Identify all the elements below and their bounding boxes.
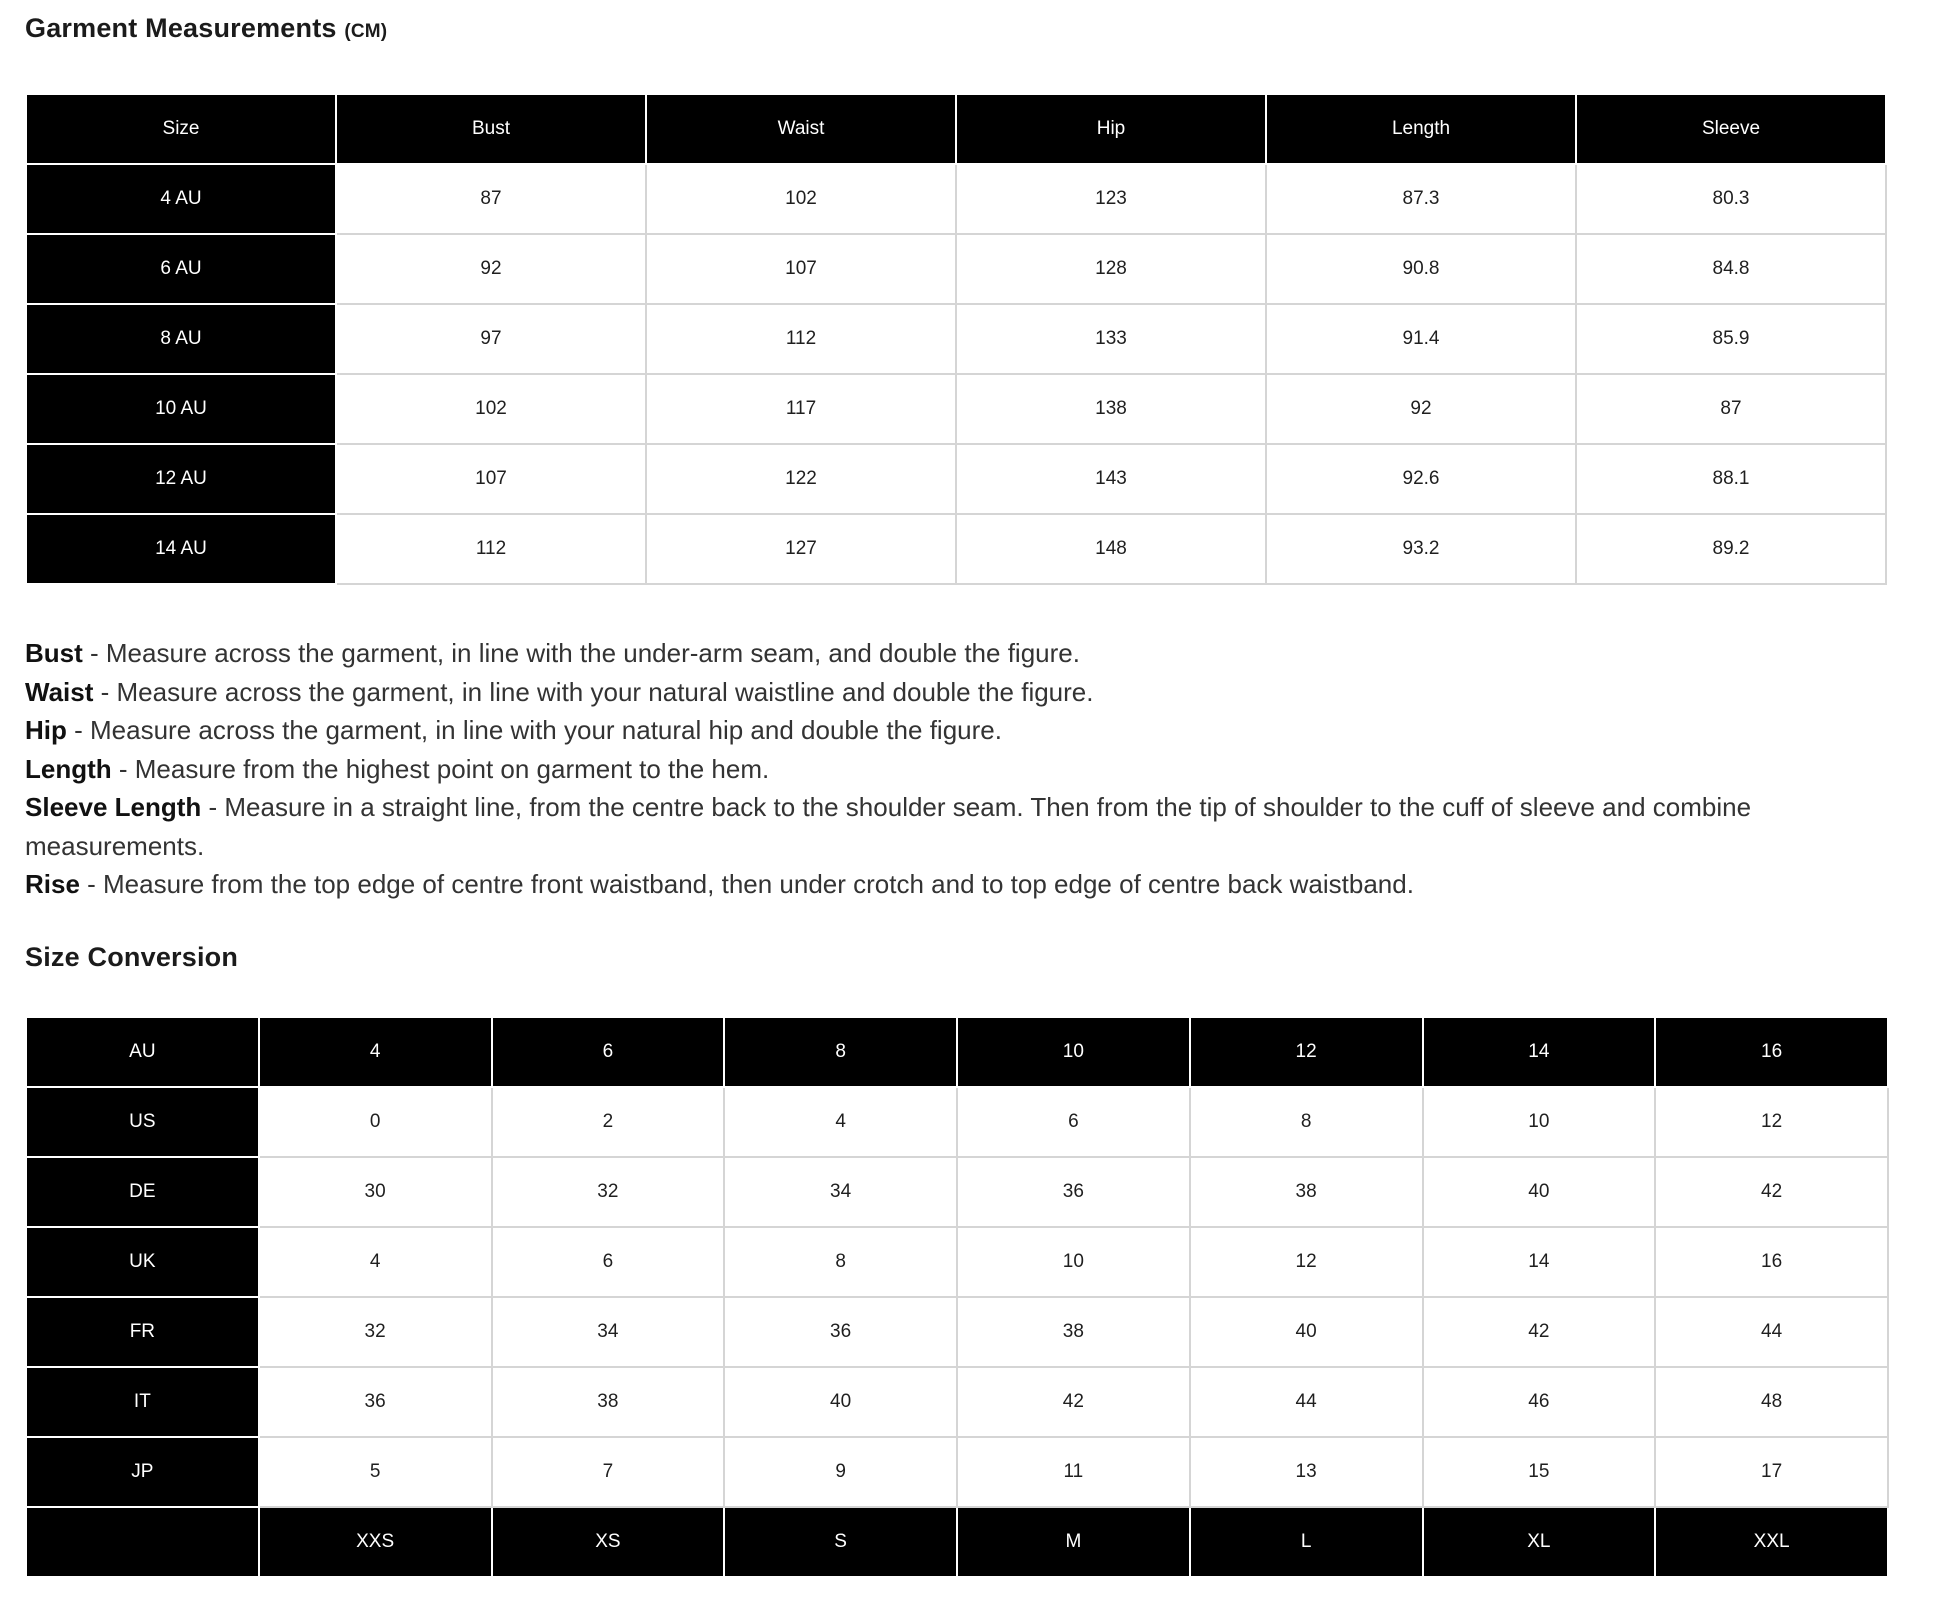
table-cell: 88.1 [1576,444,1886,514]
table-cell: 87.3 [1266,164,1576,234]
conversion-header-cell: 4 [259,1017,492,1087]
table-cell: 107 [336,444,646,514]
table-cell: 4 [724,1087,957,1157]
table-row [26,1157,1888,1227]
table-row [26,164,1886,234]
table-cell: 40 [1190,1297,1423,1367]
letter-size-cell: M [957,1507,1190,1577]
table-cell: 15 [1423,1437,1656,1507]
column-header-length: Length [1266,94,1576,164]
table-cell: 90.8 [1266,234,1576,304]
table-cell: 8 [724,1227,957,1297]
table-cell: 10 [957,1227,1190,1297]
table-cell: 34 [492,1297,725,1367]
conversion-header-cell: 14 [1423,1017,1656,1087]
table-cell: 148 [956,514,1266,584]
table-cell: 138 [956,374,1266,444]
table-cell: 89.2 [1576,514,1886,584]
definition-line [25,711,1896,750]
column-header-size: Size [26,94,336,164]
letter-size-cell: XXS [259,1507,492,1577]
table-cell: 102 [336,374,646,444]
table-cell: 6 [492,1227,725,1297]
measurements-header-row [26,94,1886,164]
region-row-header: FR [26,1297,259,1367]
definition-line [25,634,1896,673]
table-row [26,234,1886,304]
table-cell: 32 [259,1297,492,1367]
table-row [26,514,1886,584]
table-cell: 127 [646,514,956,584]
table-cell: 12 [1655,1087,1888,1157]
definition-text: - Measure from the highest point on garment to the hem. [111,753,770,784]
definition-text: - Measure across the garment, in line with your natural hip and double the figure. [66,715,1002,745]
region-row-header: US [26,1087,259,1157]
definition-text: - Measure across the garment, in line with the under-arm seam, and double the figure. [82,638,1080,668]
table-cell: 42 [1655,1157,1888,1227]
conversion-header-cell: 16 [1655,1017,1888,1087]
table-cell: 13 [1190,1437,1423,1507]
region-row-header: DE [26,1157,259,1227]
table-cell: 133 [956,304,1266,374]
table-row [26,304,1886,374]
table-cell: 10 [1423,1087,1656,1157]
table-cell: 44 [1190,1367,1423,1437]
definition-line [25,788,1896,865]
table-cell: 122 [646,444,956,514]
table-cell: 112 [336,514,646,584]
table-cell: 40 [1423,1157,1656,1227]
table-cell: 128 [956,234,1266,304]
table-cell: 48 [1655,1367,1888,1437]
region-row-header: JP [26,1437,259,1507]
definition-term: Bust [25,638,83,668]
table-row [26,1297,1888,1367]
table-cell: 143 [956,444,1266,514]
table-row [26,1437,1888,1507]
page-title [25,14,1896,46]
conversion-header-cell: 6 [492,1017,725,1087]
table-cell: 38 [957,1297,1190,1367]
table-row [26,1367,1888,1437]
conversion-header-cell: 12 [1190,1017,1423,1087]
definition-term: Hip [25,715,67,745]
size-row-header: 6 AU [26,234,336,304]
table-cell: 92 [336,234,646,304]
page-title-unit: (CM) [344,21,388,42]
table-cell: 97 [336,304,646,374]
letter-size-cell: XXL [1655,1507,1888,1577]
letter-size-cell: XL [1423,1507,1656,1577]
table-cell: 0 [259,1087,492,1157]
size-row-header: 12 AU [26,444,336,514]
region-row-header: IT [26,1367,259,1437]
table-row [26,374,1886,444]
table-cell: 30 [259,1157,492,1227]
table-row [26,1087,1888,1157]
table-cell: 2 [492,1087,725,1157]
table-cell: 4 [259,1227,492,1297]
size-row-header: 4 AU [26,164,336,234]
table-cell: 102 [646,164,956,234]
table-cell: 80.3 [1576,164,1886,234]
region-row-header: UK [26,1227,259,1297]
table-cell: 7 [492,1437,725,1507]
conversion-header-row [26,1017,1888,1087]
letter-size-cell: XS [492,1507,725,1577]
table-cell: 44 [1655,1297,1888,1367]
definition-line [25,865,1896,904]
table-cell: 5 [259,1437,492,1507]
table-row [26,444,1886,514]
size-row-header: 8 AU [26,304,336,374]
definition-term: Waist [25,676,94,707]
table-cell: 38 [492,1367,725,1437]
size-row-header: 10 AU [26,374,336,444]
table-cell: 11 [957,1437,1190,1507]
table-cell: 32 [492,1157,725,1227]
definition-term: Sleeve Length [25,792,202,822]
table-cell: 34 [724,1157,957,1227]
table-cell: 40 [724,1367,957,1437]
column-header-hip: Hip [956,94,1266,164]
column-header-waist: Waist [646,94,956,164]
definition-text: - Measure from the top edge of centre front waistband, then under crotch and to top edge of centre back waistband. [79,869,1414,899]
table-cell: 107 [646,234,956,304]
conversion-header-cell: 10 [957,1017,1190,1087]
definition-text: - Measure across the garment, in line with your natural waistline and double the figure. [93,676,1094,707]
table-cell: 36 [957,1157,1190,1227]
table-cell: 87 [336,164,646,234]
table-cell: 8 [1190,1087,1423,1157]
table-cell: 93.2 [1266,514,1576,584]
table-cell: 9 [724,1437,957,1507]
measurement-definitions [25,634,1896,904]
table-cell: 14 [1423,1227,1656,1297]
size-row-header: 14 AU [26,514,336,584]
definition-text: - Measure in a straight line, from the centre back to the shoulder seam. Then from the tip of shoulder to the cuff of sleeve and combine measurements. [25,792,1752,861]
definition-term: Rise [25,869,80,899]
table-cell: 36 [259,1367,492,1437]
size-conversion-title: Size Conversion [25,941,239,972]
table-cell: 92 [1266,374,1576,444]
table-cell: 36 [724,1297,957,1367]
table-cell: 6 [957,1087,1190,1157]
table-cell: 112 [646,304,956,374]
conversion-header-au: AU [26,1017,259,1087]
column-header-bust: Bust [336,94,646,164]
page-title-text: Garment Measurements [25,13,337,43]
table-cell: 17 [1655,1437,1888,1507]
conversion-header-cell: 8 [724,1017,957,1087]
letter-size-row [26,1507,1888,1577]
table-cell: 123 [956,164,1266,234]
table-cell: 42 [1423,1297,1656,1367]
table-cell: 38 [1190,1157,1423,1227]
table-cell: 87 [1576,374,1886,444]
letter-size-empty-cell [26,1507,259,1577]
table-row [26,1227,1888,1297]
table-cell: 16 [1655,1227,1888,1297]
table-cell: 12 [1190,1227,1423,1297]
size-conversion-table [25,1016,1889,1578]
table-cell: 84.8 [1576,234,1886,304]
table-cell: 91.4 [1266,304,1576,374]
letter-size-cell: S [724,1507,957,1577]
garment-measurements-table [25,93,1887,585]
column-header-sleeve: Sleeve [1576,94,1886,164]
table-cell: 117 [646,374,956,444]
definition-line [25,750,1896,789]
table-cell: 46 [1423,1367,1656,1437]
table-cell: 85.9 [1576,304,1886,374]
table-cell: 92.6 [1266,444,1576,514]
definition-line [25,673,1896,712]
definition-term: Length [25,753,112,784]
letter-size-cell: L [1190,1507,1423,1577]
table-cell: 42 [957,1367,1190,1437]
